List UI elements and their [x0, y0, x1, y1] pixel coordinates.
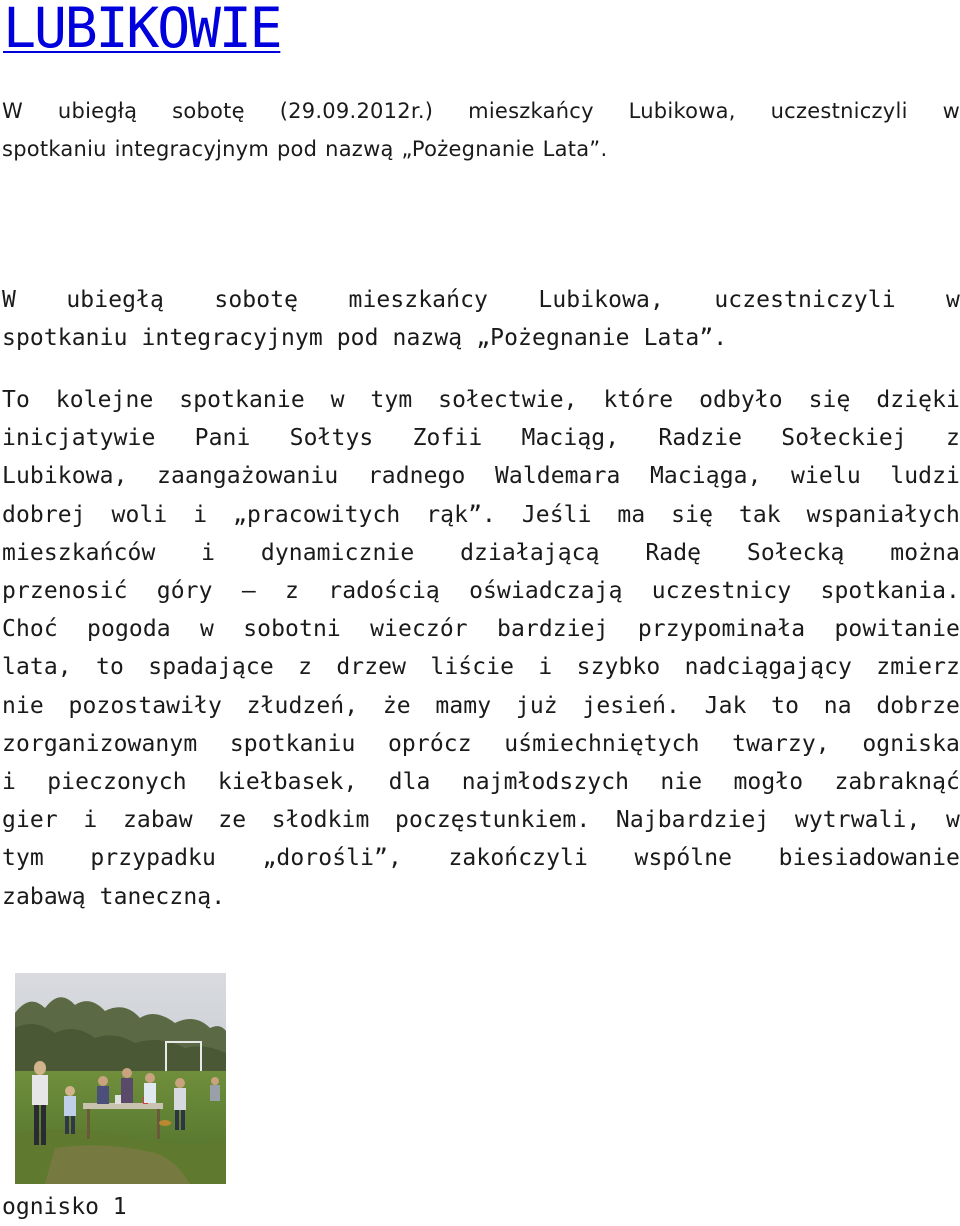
body-line: inicjatywie Pani Sołtys Zofii Maciąg, Radzie Sołeckiej z [2, 425, 960, 452]
body-line: gier i zabaw ze słodkim poczęstunkiem. Najbardziej wytrwali, w [2, 807, 960, 834]
intro-line: spotkaniu integracyjnym pod nazwą „Pożegnanie Lata”. [2, 137, 608, 161]
body-line: nie pozostawiły złudzeń, że mamy już jesień. Jak to na dobrze [2, 692, 960, 719]
body-line: Lubikowa, zaangażowaniu radnego Waldemara Maciąga, wielu ludzi [2, 463, 960, 490]
body-line: Choć pogoda w sobotni wieczór bardziej przypominała powitanie [2, 616, 960, 643]
article-title[interactable]: LUBIKOWIE [3, 0, 281, 60]
intro-line: W ubiegłą sobotę (29.09.2012r.) mieszkańcy Lubikowa, uczestniczyli w [2, 99, 960, 123]
body-line: lata, to spadające z drzew liście i szybko nadciągający zmierz [2, 654, 960, 681]
body-line: zabawą taneczną. [2, 883, 226, 910]
body-line: tym przypadku „dorośli”, zakończyli wspólne biesiadowanie [2, 845, 960, 872]
body-line: zorganizowanym spotkaniu oprócz uśmiechniętych twarzy, ogniska [2, 730, 960, 757]
bonfire-scene-image [15, 973, 226, 1184]
intro-paragraph [2, 92, 960, 168]
body-line: przenosić góry – z radością oświadczają uczestnicy spotkania. [2, 578, 960, 605]
event-photo[interactable] [15, 973, 226, 1184]
body-line: mieszkańców i dynamicznie działającą Radę Sołecką można [2, 539, 960, 566]
lead-line: W ubiegłą sobotę mieszkańcy Lubikowa, uczestniczyli w [2, 287, 960, 313]
body-line: dobrej woli i „pracowitych rąk”. Jeśli ma się tak wspaniałych [2, 501, 960, 528]
lead-line: spotkaniu integracyjnym pod nazwą „Pożegnanie Lata”. [2, 325, 728, 352]
lead-paragraph [2, 281, 960, 357]
body-paragraph [2, 381, 960, 916]
photo-caption: ognisko 1 [2, 1194, 127, 1220]
body-line: i pieczonych kiełbasek, dla najmłodszych nie mogło zabraknąć [2, 769, 960, 796]
body-line: To kolejne spotkanie w tym sołectwie, które odbyło się dzięki [2, 387, 960, 413]
